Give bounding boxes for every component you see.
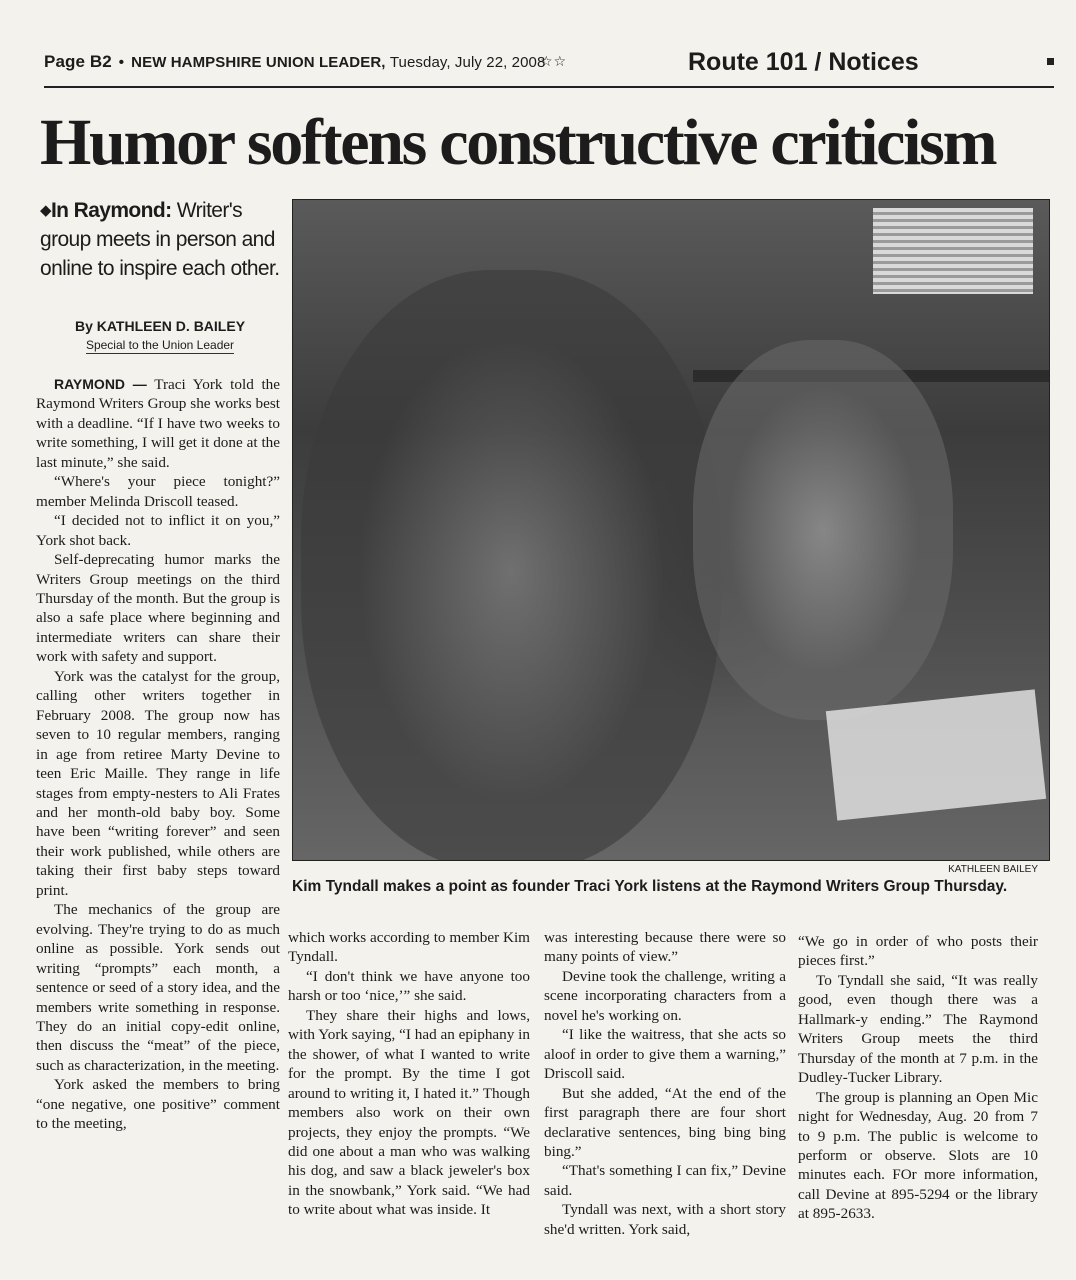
diamond-icon: ◆ (40, 202, 51, 219)
article-column-2 (288, 928, 530, 1220)
photo-papers (826, 689, 1046, 820)
photo-credit: KATHLEEN BAILEY (948, 864, 1038, 875)
edition-stars: ☆☆ (540, 54, 568, 70)
article-column-3 (544, 928, 786, 1239)
paper-name: NEW HAMPSHIRE UNION LEADER, (131, 54, 386, 71)
section-title: Route 101 / Notices (688, 48, 919, 76)
article-paragraph: which works according to member Kim Tyndall. (288, 929, 530, 966)
byline (40, 318, 280, 354)
article-paragraph: York asked the members to bring “one negative, one positive” comment to the meeting, (36, 1076, 280, 1133)
article-paragraph: “I decided not to inflict it on you,” York shot back. (36, 512, 280, 549)
photo-person-tyndall (301, 270, 721, 861)
article-column-4 (798, 932, 1038, 1224)
article-paragraph: “That's something I can fix,” Devine said. (544, 1162, 786, 1199)
article-column-1 (36, 375, 280, 1134)
article-paragraph: They share their highs and lows, with York saying, “I had an epiphany in the shower, of what I wanted to write for the prompt. By the time I got around to writing it, I hated it.” Though members also work on their own projects, they enjoy the prompts. “We did one about a man who was walking his dog, and saw a black jeweler's box in the snowbank,” York said. “We had to write about what was inside. It (288, 1006, 530, 1219)
dateline: RAYMOND — (54, 376, 147, 392)
article-paragraph: But she added, “At the end of the first paragraph there are four short declarative sentences, bing bing bing bing.” (544, 1084, 786, 1160)
article-paragraph: Devine took the challenge, writing a scene incorporating characters from a novel he's working on. (544, 967, 786, 1024)
article-paragraph: The group is planning an Open Mic night for Wednesday, Aug. 20 from 7 to 9 p.m. The public is welcome to perform or observe. Slots are 10 minutes each. FOr more information, call Devine at 895-5294 or the library at 895-2633. (798, 1088, 1038, 1223)
article-paragraph: “Where's your piece tonight?” member Melinda Driscoll teased. (36, 473, 280, 510)
photo-window-blinds (873, 208, 1033, 294)
article-paragraph: The mechanics of the group are evolving. They're trying to do as much online as possible. York sends out writing “prompts” each month, a sentence or seed of a story idea, and the members write something in response. They do an initial copy-edit online, then discuss the “meat” of the piece, such as characterization, in the meeting. (36, 901, 280, 1074)
issue-date: Tuesday, July 22, 2008 (389, 54, 546, 71)
article-paragraph: “I don't think we have anyone too harsh or too ‘nice,’” she said. (288, 967, 530, 1005)
byline-credit: Special to the Union Leader (85, 338, 235, 352)
deck-text: Writer's group meets in person and online to inspire each other. (40, 199, 280, 280)
deck-lead: In Raymond: (50, 199, 172, 222)
article-paragraph: Tyndall was next, with a short story she'd written. York said, (544, 1201, 786, 1238)
page-header (44, 48, 1054, 88)
deck (40, 196, 280, 283)
article-paragraph: To Tyndall she said, “It was really good, even though there was a Hallmark-y ending.” The Raymond Writers Group meets the third Thursday of the month at 7 p.m. in the Dudley-Tucker Library. (798, 971, 1038, 1087)
article-photo (292, 199, 1050, 861)
header-dot (1047, 58, 1054, 65)
article-paragraph: “We go in order of who posts their pieces first.” (798, 933, 1038, 970)
photo-person-york (693, 340, 953, 720)
article-paragraph: Self-deprecating humor marks the Writers Group meetings on the third Thursday of the month. But the group is also a safe place where beginning and intermediate writers can share their work with safety and support. (36, 551, 280, 666)
byline-author: By KATHLEEN D. BAILEY (74, 318, 246, 334)
article-paragraph: “I like the waitress, that she acts so aloof in order to give them a warning,” Driscoll said. (544, 1026, 786, 1083)
header-left: Page B2 • NEW HAMPSHIRE UNION LEADER, Tuesday, July 22, 2008 (44, 52, 546, 71)
photo-caption: Kim Tyndall makes a point as founder Traci York listens at the Raymond Writers Group Thursday. (292, 878, 1008, 895)
headline: Humor softens constructive criticism (40, 106, 996, 179)
page-number: Page B2 (44, 52, 112, 71)
article-paragraph: York was the catalyst for the group, calling other writers together in February 2008. The group now has seven to 10 regular members, ranging in age from retiree Marty Devine to teen Eric Maille. They range in life stages from empty-nesters to Ali Frates and her month-old baby boy. Some have been “writing forever” and seen their work published, while others are taking their first baby steps toward print. (36, 667, 280, 899)
article-paragraph: RAYMOND — Traci York told the Raymond Writers Group she works best with a deadline. “If I have two weeks to write something, I will get it done at the last minute,” she said. (36, 376, 281, 471)
article-paragraph: was interesting because there were so many points of view.” (544, 929, 786, 966)
